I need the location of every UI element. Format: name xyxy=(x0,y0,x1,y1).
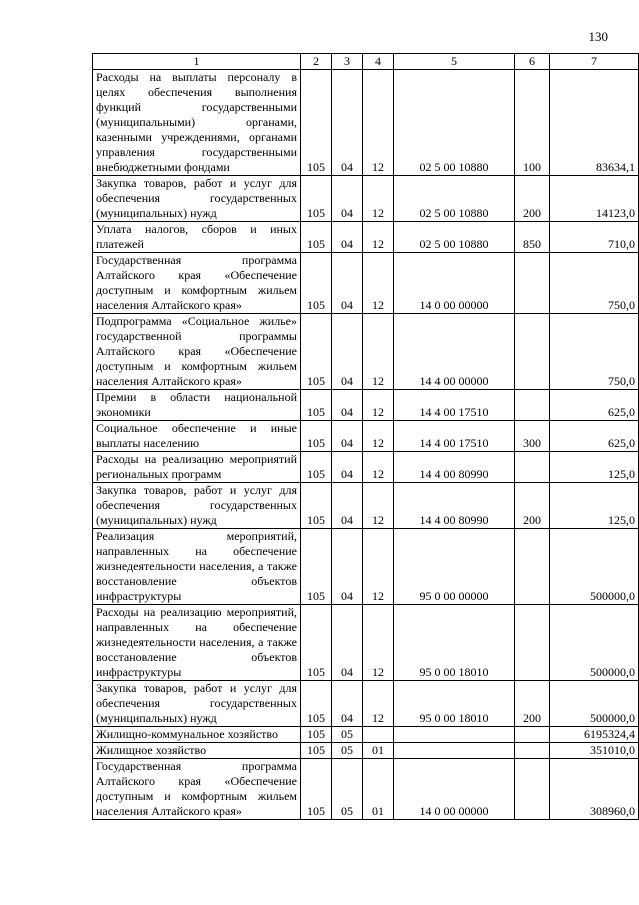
table-row xyxy=(93,70,639,176)
row-admin-code: 105 xyxy=(301,176,332,222)
row-expense-type xyxy=(515,452,550,483)
row-expense-type xyxy=(515,390,550,421)
row-expense-type xyxy=(515,253,550,314)
table-row xyxy=(93,759,639,820)
row-admin-code: 105 xyxy=(301,759,332,820)
row-section: 05 xyxy=(332,759,363,820)
row-section: 04 xyxy=(332,390,363,421)
row-expense-type: 200 xyxy=(515,176,550,222)
row-target-article: 95 0 00 18010 xyxy=(394,681,515,727)
row-target-article: 95 0 00 18010 xyxy=(394,605,515,681)
row-target-article: 14 4 00 80990 xyxy=(394,452,515,483)
row-subsection: 12 xyxy=(363,176,394,222)
row-subsection: 01 xyxy=(363,759,394,820)
row-target-article xyxy=(394,743,515,759)
row-section: 04 xyxy=(332,483,363,529)
row-name: Расходы на выплаты персоналу в целях обеспечения выполнения функций государственными (муниципальными) органами, казенными учреждениями, органами управления государственными внебюджетными фондами xyxy=(93,70,301,176)
row-target-article: 14 4 00 80990 xyxy=(394,483,515,529)
row-section: 04 xyxy=(332,222,363,253)
header-col-4: 4 xyxy=(363,54,394,70)
row-subsection: 12 xyxy=(363,390,394,421)
row-section: 04 xyxy=(332,681,363,727)
row-amount: 625,0 xyxy=(550,390,639,421)
row-admin-code: 105 xyxy=(301,452,332,483)
budget-table xyxy=(92,53,639,820)
row-amount: 625,0 xyxy=(550,421,639,452)
row-amount: 710,0 xyxy=(550,222,639,253)
row-target-article: 14 0 00 00000 xyxy=(394,253,515,314)
row-target-article: 14 0 00 00000 xyxy=(394,759,515,820)
row-section: 04 xyxy=(332,605,363,681)
row-target-article xyxy=(394,727,515,743)
table-row xyxy=(93,452,639,483)
table-row xyxy=(93,529,639,605)
row-name: Жилищное хозяйство xyxy=(93,743,301,759)
table-body xyxy=(93,70,639,820)
row-section: 05 xyxy=(332,727,363,743)
row-name: Государственная программа Алтайского края «Обеспечение доступным и комфортным жильем населения Алтайского края» xyxy=(93,759,301,820)
table-row xyxy=(93,727,639,743)
table-row xyxy=(93,253,639,314)
row-amount: 14123,0 xyxy=(550,176,639,222)
row-subsection: 12 xyxy=(363,222,394,253)
header-col-7: 7 xyxy=(550,54,639,70)
row-admin-code: 105 xyxy=(301,605,332,681)
row-expense-type xyxy=(515,314,550,390)
row-name: Жилищно-коммунальное хозяйство xyxy=(93,727,301,743)
header-col-5: 5 xyxy=(394,54,515,70)
table-row xyxy=(93,222,639,253)
row-subsection: 12 xyxy=(363,681,394,727)
row-section: 04 xyxy=(332,176,363,222)
table-row xyxy=(93,483,639,529)
row-name: Закупка товаров, работ и услуг для обеспечения государственных (муниципальных) нужд xyxy=(93,483,301,529)
header-col-1: 1 xyxy=(93,54,301,70)
row-expense-type: 300 xyxy=(515,421,550,452)
row-admin-code: 105 xyxy=(301,314,332,390)
row-amount: 750,0 xyxy=(550,314,639,390)
row-name: Закупка товаров, работ и услуг для обеспечения государственных (муниципальных) нужд xyxy=(93,681,301,727)
row-name: Уплата налогов, сборов и иных платежей xyxy=(93,222,301,253)
row-expense-type xyxy=(515,605,550,681)
row-target-article: 14 4 00 00000 xyxy=(394,314,515,390)
row-name: Премии в области национальной экономики xyxy=(93,390,301,421)
row-admin-code: 105 xyxy=(301,727,332,743)
row-subsection: 12 xyxy=(363,605,394,681)
row-subsection: 12 xyxy=(363,483,394,529)
row-admin-code: 105 xyxy=(301,743,332,759)
row-name: Расходы на реализацию мероприятий, направленных на обеспечение жизнедеятельности населения, а также восстановление объектов инфраструктуры xyxy=(93,605,301,681)
row-subsection: 12 xyxy=(363,529,394,605)
row-amount: 500000,0 xyxy=(550,681,639,727)
row-admin-code: 105 xyxy=(301,70,332,176)
row-name: Государственная программа Алтайского края «Обеспечение доступным и комфортным жильем населения Алтайского края» xyxy=(93,253,301,314)
row-target-article: 14 4 00 17510 xyxy=(394,390,515,421)
row-name: Социальное обеспечение и иные выплаты населению xyxy=(93,421,301,452)
row-target-article: 14 4 00 17510 xyxy=(394,421,515,452)
row-amount: 750,0 xyxy=(550,253,639,314)
row-admin-code: 105 xyxy=(301,681,332,727)
row-section: 04 xyxy=(332,421,363,452)
row-target-article: 95 0 00 00000 xyxy=(394,529,515,605)
row-admin-code: 105 xyxy=(301,529,332,605)
row-target-article: 02 5 00 10880 xyxy=(394,176,515,222)
row-amount: 308960,0 xyxy=(550,759,639,820)
row-section: 04 xyxy=(332,529,363,605)
row-admin-code: 105 xyxy=(301,390,332,421)
row-amount: 125,0 xyxy=(550,483,639,529)
row-target-article: 02 5 00 10880 xyxy=(394,222,515,253)
row-admin-code: 105 xyxy=(301,421,332,452)
row-name: Закупка товаров, работ и услуг для обеспечения государственных (муниципальных) нужд xyxy=(93,176,301,222)
row-subsection: 12 xyxy=(363,452,394,483)
row-name: Подпрограмма «Социальное жилье» государственной программы Алтайского края «Обеспечение доступным и комфортным жильем населения Алтайского края» xyxy=(93,314,301,390)
header-col-3: 3 xyxy=(332,54,363,70)
row-subsection: 12 xyxy=(363,314,394,390)
row-expense-type: 200 xyxy=(515,483,550,529)
table-row xyxy=(93,605,639,681)
row-name: Расходы на реализацию мероприятий региональных программ xyxy=(93,452,301,483)
row-expense-type: 100 xyxy=(515,70,550,176)
table-row xyxy=(93,743,639,759)
row-expense-type xyxy=(515,727,550,743)
row-subsection: 01 xyxy=(363,743,394,759)
row-amount: 500000,0 xyxy=(550,605,639,681)
row-admin-code: 105 xyxy=(301,222,332,253)
row-amount: 125,0 xyxy=(550,452,639,483)
row-subsection xyxy=(363,727,394,743)
table-row xyxy=(93,176,639,222)
row-amount: 500000,0 xyxy=(550,529,639,605)
row-section: 04 xyxy=(332,314,363,390)
row-section: 05 xyxy=(332,743,363,759)
row-expense-type xyxy=(515,529,550,605)
row-amount: 83634,1 xyxy=(550,70,639,176)
table-row xyxy=(93,681,639,727)
table-row xyxy=(93,390,639,421)
row-target-article: 02 5 00 10880 xyxy=(394,70,515,176)
row-expense-type: 200 xyxy=(515,681,550,727)
row-admin-code: 105 xyxy=(301,483,332,529)
row-amount: 351010,0 xyxy=(550,743,639,759)
row-subsection: 12 xyxy=(363,253,394,314)
table-row xyxy=(93,421,639,452)
row-section: 04 xyxy=(332,70,363,176)
row-expense-type xyxy=(515,743,550,759)
header-col-2: 2 xyxy=(301,54,332,70)
row-section: 04 xyxy=(332,253,363,314)
table-row xyxy=(93,314,639,390)
row-subsection: 12 xyxy=(363,70,394,176)
row-expense-type xyxy=(515,759,550,820)
header-row xyxy=(93,54,639,70)
row-section: 04 xyxy=(332,452,363,483)
row-amount: 6195324,4 xyxy=(550,727,639,743)
page-number: 130 xyxy=(588,29,608,44)
row-subsection: 12 xyxy=(363,421,394,452)
row-name: Реализация мероприятий, направленных на обеспечение жизнедеятельности населения, а также восстановление объектов инфраструктуры xyxy=(93,529,301,605)
row-expense-type: 850 xyxy=(515,222,550,253)
row-admin-code: 105 xyxy=(301,253,332,314)
header-col-6: 6 xyxy=(515,54,550,70)
